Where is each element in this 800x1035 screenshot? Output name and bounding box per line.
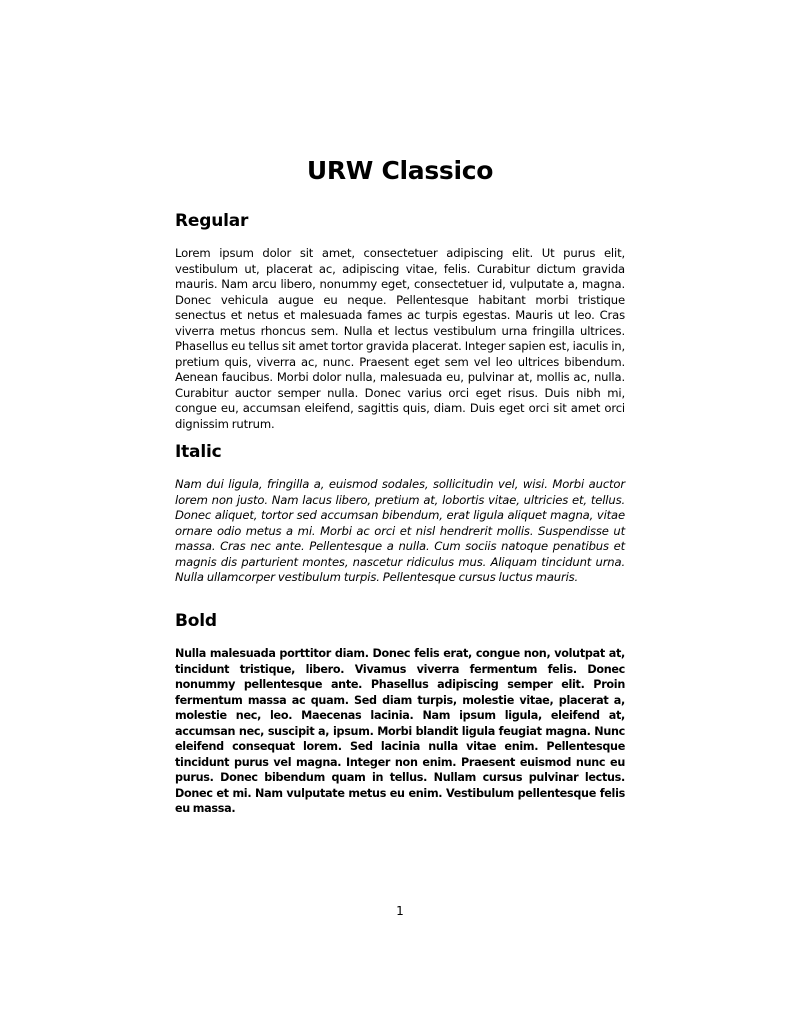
section-heading-regular: Regular bbox=[175, 211, 249, 231]
section-paragraph-italic: Nam dui ligula, fringilla a, euismod sodales, sollicitudin vel, wisi. Morbi auctor lorem non justo. Nam lacus libero, pretium at, lobortis vitae, ultricies et, tellus. Donec aliquet, tortor sed accumsan bibendum, erat ligula aliquet magna, vitae ornare odio metus a mi. Morbi ac orci et nisl hendrerit mollis. Suspendisse ut massa. Cras nec ante. Pellentesque a nulla. Cum sociis natoque penatibus et magnis dis parturient montes, nascetur ridiculus mus. Aliquam tincidunt urna. Nulla ullamcorper vestibulum turpis. Pellentesque cursus luctus mauris. bbox=[175, 477, 625, 584]
page-number: 1 bbox=[396, 904, 404, 918]
section-heading-bold: Bold bbox=[175, 611, 217, 631]
section-paragraph-regular: Lorem ipsum dolor sit amet, consectetuer adipiscing elit. Ut purus elit, vestibulum ut, placerat ac, adipiscing vitae, felis. Curabitur dictum gravida mauris. Nam arcu libero, nonummy eget, consectetuer id, vulputate a, magna. Donec vehicula augue eu neque. Pellentesque habitant morbi tristique senectus et netus et malesuada fames ac turpis egestas. Mauris ut leo. Cras viverra metus rhoncus sem. Nulla et lectus vestibulum urna fringilla ultrices. Phasellus eu tellus sit amet tortor gravida placerat. Integer sapien est, iaculis in, pretium quis, viverra ac, nunc. Praesent eget sem vel leo ultrices bibendum. Aenean faucibus. Morbi dolor nulla, malesuada eu, pulvinar at, mollis ac, nulla. Curabitur auctor semper nulla. Donec varius orci eget risus. Duis nibh mi, congue eu, accumsan eleifend, sagittis quis, diam. Duis eget orci sit amet orci dignissim rutrum. bbox=[175, 246, 625, 431]
section-heading-italic: Italic bbox=[175, 442, 222, 462]
section-paragraph-bold: Nulla malesuada porttitor diam. Donec felis erat, congue non, volutpat at, tincidunt tristique, libero. Vivamus viverra fermentum felis. Donec nonummy pellentesque ante. Phasellus adipiscing semper elit. Proin fermentum massa ac quam. Sed diam turpis, molestie vitae, placerat a, molestie nec, leo. Maecenas lacinia. Nam ipsum ligula, eleifend at, accumsan nec, suscipit a, ipsum. Morbi blandit ligula feugiat magna. Nunc eleifend consequat lorem. Sed lacinia nulla vitae enim. Pellentesque tincidunt purus vel magna. Integer non enim. Praesent euismod nunc eu purus. Donec bibendum quam in tellus. Nullam cursus pulvinar lectus. Donec et mi. Nam vulputate metus eu enim. Vestibulum pellentesque felis eu massa. bbox=[175, 647, 625, 815]
page-title: URW Classico bbox=[306, 156, 494, 185]
